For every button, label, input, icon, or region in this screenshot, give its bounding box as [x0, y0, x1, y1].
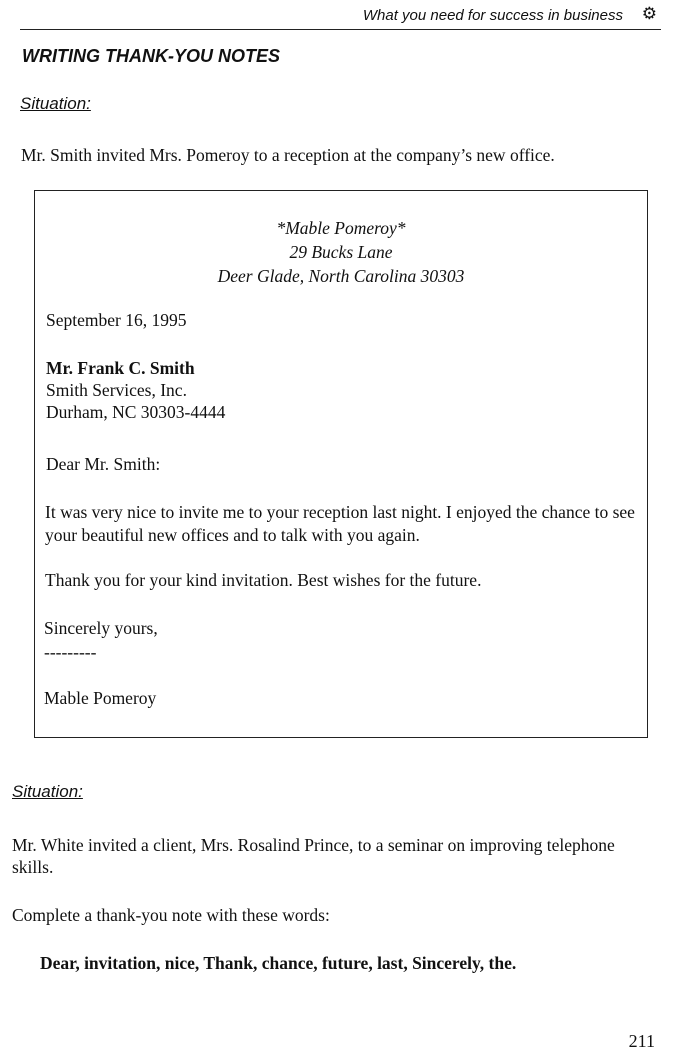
running-header: What you need for success in business: [362, 7, 623, 24]
recipient-name: Mr. Frank C. Smith: [46, 358, 195, 378]
recipient-company: Smith Services, Inc.: [46, 380, 187, 400]
sender-address: [35, 216, 647, 288]
signature-line: ---------: [44, 642, 97, 662]
signature-name: Mable Pomeroy: [44, 688, 157, 708]
sender-city: Deer Glade, North Carolina 30303: [217, 266, 465, 286]
word-bank: Dear, invitation, nice, Thank, chance, future, last, Sincerely, the.: [40, 953, 517, 973]
exercise-instruction: Complete a thank-you note with these words:: [12, 905, 330, 925]
situation-text: Mr. Smith invited Mrs. Pomeroy to a reception at the company’s new office.: [21, 145, 555, 165]
letter-date: September 16, 1995: [46, 310, 187, 330]
salutation: Dear Mr. Smith:: [46, 454, 161, 474]
header-rule: [20, 29, 661, 30]
example-letter: [34, 190, 648, 738]
situation-label: Situation:: [20, 94, 91, 113]
closing: Sincerely yours,: [44, 618, 158, 638]
page-number: 211: [628, 1031, 655, 1051]
section-title: WRITING THANK-YOU NOTES: [22, 46, 280, 66]
letter-paragraph-1: It was very nice to invite me to your reception last night. I enjoyed the chance to see your beautiful new offices and to talk with you again.: [45, 502, 635, 545]
letter-paragraph-2: Thank you for your kind invitation. Best wishes for the future.: [45, 570, 482, 590]
gear-icon: ⚙: [641, 4, 657, 23]
recipient-city: Durham, NC 30303-4444: [46, 402, 226, 422]
sender-name: *Mable Pomeroy*: [276, 218, 406, 238]
exercise-situation-label: Situation:: [12, 782, 83, 801]
exercise-situation-text: Mr. White invited a client, Mrs. Rosalind Prince, to a seminar on improving telephone skills.: [12, 835, 615, 877]
sender-street: 29 Bucks Lane: [289, 242, 393, 262]
